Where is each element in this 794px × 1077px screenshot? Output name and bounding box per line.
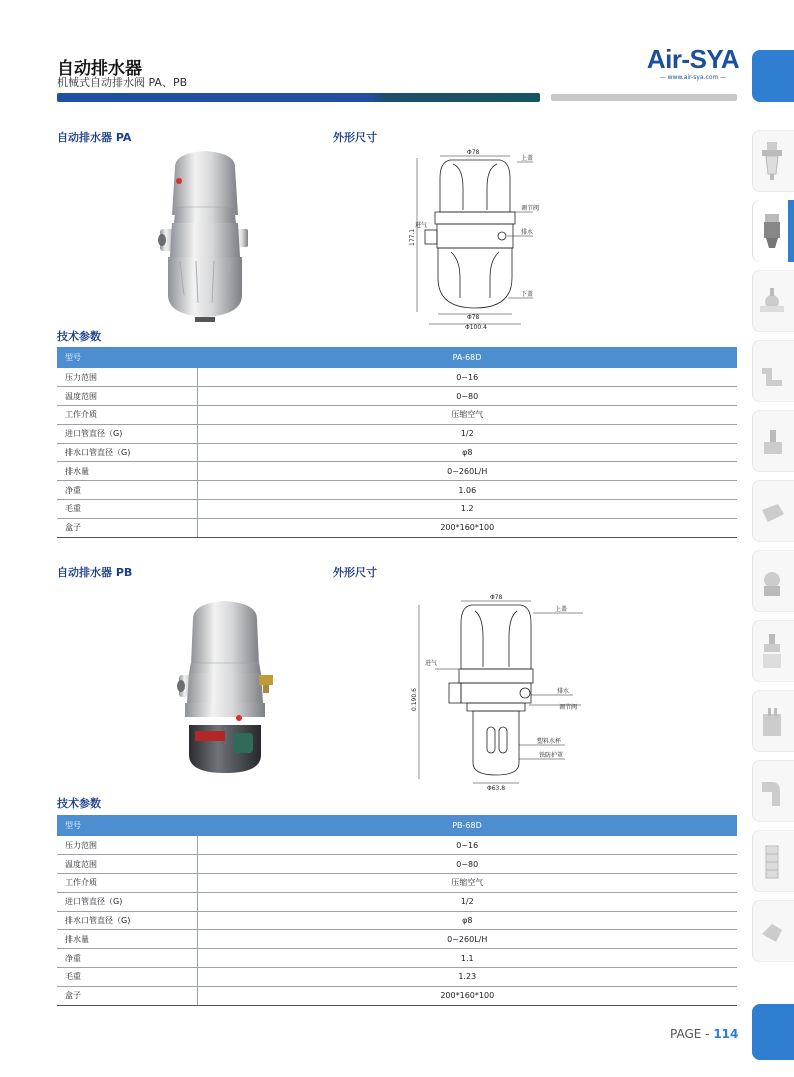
side-tab-filter-element[interactable] [752, 830, 794, 892]
side-tab-cylinder[interactable] [752, 690, 794, 752]
table-row [57, 930, 737, 949]
pipe-elbow-icon [758, 770, 786, 812]
filter-regulator-icon [758, 140, 786, 182]
pa-dim-bottom-cap: 下盖 [521, 291, 534, 298]
row-label: 排水口管直径（G) [57, 911, 197, 930]
side-tab-pneumatic-part[interactable] [752, 410, 794, 472]
table-row [57, 387, 737, 406]
pa-dim-height: 177.1 [409, 228, 416, 246]
row-label: 盒子 [57, 518, 197, 537]
row-label: 净重 [57, 481, 197, 500]
page-title: 自动排水器 [57, 59, 142, 79]
product-image-pa [150, 145, 260, 325]
pneumatic-part-icon [758, 420, 786, 462]
row-value: 1.06 [197, 481, 737, 500]
row-value: 200*160*100 [197, 518, 737, 537]
side-tab-lubricator[interactable] [752, 620, 794, 682]
row-value: 1.23 [197, 968, 737, 987]
page-label: PAGE - [670, 1027, 714, 1041]
pa-dim-valve: 调节阀 [521, 205, 540, 212]
row-label: 进口管直径（G) [57, 424, 197, 443]
dimension-drawing-pa [405, 148, 565, 333]
table-row [57, 949, 737, 968]
row-value: 0~80 [197, 387, 737, 406]
pump-icon [758, 560, 786, 602]
table-row [57, 518, 737, 537]
row-label: 温度范围 [57, 387, 197, 406]
row-value: 0~260L/H [197, 930, 737, 949]
table-row [57, 368, 737, 387]
pb-dim-inlet: 进气 [425, 660, 438, 667]
row-label: 压力范围 [57, 368, 197, 387]
filter-element-icon [758, 840, 786, 882]
row-label: 盒子 [57, 986, 197, 1005]
table-header-model: PB-68D [197, 815, 737, 836]
table-row [57, 424, 737, 443]
table-row [57, 481, 737, 500]
section-pa-title: 自动排水器 PA [57, 131, 132, 144]
row-value: 0~260L/H [197, 462, 737, 481]
brand-url: — www.air-sya.com — [659, 74, 727, 81]
connector-icon [758, 490, 786, 532]
page-number [670, 1027, 738, 1041]
table-row [57, 500, 737, 519]
side-tab-valve[interactable] [752, 270, 794, 332]
table-row [57, 462, 737, 481]
row-label: 排水量 [57, 462, 197, 481]
side-category-nav [752, 130, 794, 970]
cylinder-icon [758, 700, 786, 742]
table-row [57, 855, 737, 874]
section-pa-drawing-title: 外形尺寸 [333, 131, 377, 144]
side-tab-bottom[interactable] [752, 1004, 794, 1060]
pa-dim-drain: 排水 [521, 229, 534, 236]
pb-dim-top-dia: Φ78 [490, 594, 503, 601]
side-tab-top[interactable] [752, 50, 794, 102]
coupling-icon [758, 910, 786, 952]
row-label: 压力范围 [57, 836, 197, 855]
table-row [57, 968, 737, 987]
header-bar [57, 93, 540, 102]
row-value: 1/2 [197, 892, 737, 911]
side-tab-coupling[interactable] [752, 900, 794, 962]
page-subtitle: 机械式自动排水阀 PA、PB [57, 76, 188, 89]
side-tab-connector[interactable] [752, 480, 794, 542]
row-value: 1.2 [197, 500, 737, 519]
pb-dim-bottom-dia: Φ63.8 [487, 785, 506, 792]
row-label: 毛重 [57, 968, 197, 987]
pa-dim-inlet: 进气 [415, 222, 428, 229]
valve-icon [758, 280, 786, 322]
table-row [57, 443, 737, 462]
row-label: 进口管直径（G) [57, 892, 197, 911]
spec-table-pa [57, 347, 737, 538]
brand-name: Air-SYA [646, 44, 740, 74]
product-image-pb [175, 595, 285, 780]
table-row [57, 892, 737, 911]
section-pb-title: 自动排水器 PB [57, 566, 133, 579]
pa-dim-top-dia: Φ78 [467, 149, 480, 156]
section-pb-table-title: 技术参数 [57, 797, 101, 810]
pa-dim-bottom-dia1: Φ78 [467, 314, 480, 321]
pb-dim-height: 0.190.6 [411, 688, 418, 711]
row-value: 压缩空气 [197, 406, 737, 425]
table-row [57, 874, 737, 893]
row-label: 工作介质 [57, 874, 197, 893]
pb-dim-valve: 调节阀 [559, 704, 578, 711]
row-label: 工作介质 [57, 406, 197, 425]
page-number-value: 114 [713, 1027, 739, 1041]
row-value: 1/2 [197, 424, 737, 443]
table-header-model: PA-68D [197, 347, 737, 368]
table-header-label: 型号 [57, 347, 197, 368]
pb-dim-cap: 上盖 [555, 606, 568, 613]
side-tab-filter-regulator[interactable] [752, 130, 794, 192]
row-value: 1.1 [197, 949, 737, 968]
table-row [57, 986, 737, 1005]
row-value: 压缩空气 [197, 874, 737, 893]
row-value: 0~16 [197, 836, 737, 855]
row-label: 排水口管直径（G) [57, 443, 197, 462]
section-pb-drawing-title: 外形尺寸 [333, 566, 377, 579]
side-tab-pump[interactable] [752, 550, 794, 612]
side-tab-fitting-elbow[interactable] [752, 340, 794, 402]
pb-dim-iron-guard: 铁防护罩 [539, 752, 564, 759]
row-value: φ8 [197, 911, 737, 930]
section-pa-table-title: 技术参数 [57, 330, 101, 343]
row-label: 毛重 [57, 500, 197, 519]
row-value: φ8 [197, 443, 737, 462]
pb-dim-drain: 排水 [557, 688, 570, 695]
fitting-elbow-icon [758, 350, 786, 392]
header-bar-gray [551, 94, 737, 101]
row-label: 温度范围 [57, 855, 197, 874]
row-value: 0~80 [197, 855, 737, 874]
brand-logo [645, 44, 741, 82]
side-tab-auto-drain[interactable] [752, 200, 794, 262]
row-label: 净重 [57, 949, 197, 968]
spec-table-pb [57, 815, 737, 1006]
table-row [57, 836, 737, 855]
table-row [57, 406, 737, 425]
pa-dim-bottom-dia2: Φ100.4 [465, 324, 487, 331]
row-value: 200*160*100 [197, 986, 737, 1005]
dimension-drawing-pb [405, 593, 585, 793]
side-tab-pipe-elbow[interactable] [752, 760, 794, 822]
auto-drain-icon [758, 210, 786, 252]
row-value: 0~16 [197, 368, 737, 387]
pa-dim-cap: 上盖 [521, 155, 534, 162]
table-header-label: 型号 [57, 815, 197, 836]
pb-dim-plastic-cup: 塑料水杯 [537, 738, 562, 745]
row-label: 排水量 [57, 930, 197, 949]
lubricator-icon [758, 630, 786, 672]
table-row [57, 911, 737, 930]
